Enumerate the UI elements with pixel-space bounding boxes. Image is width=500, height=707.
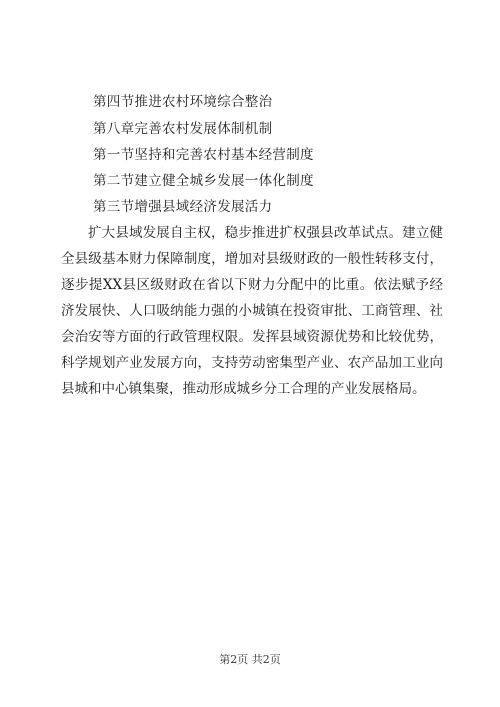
page-number-footer: 第2页 共2页 [219,653,281,666]
paragraph-line: 会治安等方面的行政管理权限。发挥县域资源优势和比较优势， [61,329,443,345]
paragraph-line: 科学规划产业发展方向，支持劳动密集型产业、农产品加工业向 [61,355,443,371]
paragraph-line: 扩大县域发展自主权，稳步推进扩权强县改革试点。建立健 [88,225,443,241]
paragraph-line: 全县级基本财力保障制度，增加对县级财政的一般性转移支付， [61,251,443,267]
section-heading: 第二节建立健全城乡发展一体化制度 [93,173,314,189]
section-heading: 第一节坚持和完善农村基本经营制度 [93,147,314,163]
paragraph-line: 济发展快、人口吸纳能力强的小城镇在投资审批、工商管理、社 [61,303,443,319]
section-heading: 第四节推进农村环境综合整治 [93,94,273,110]
paragraph-line: 逐步提XX县区级财政在省以下财力分配中的比重。依法赋予经 [61,277,443,293]
section-heading: 第三节增强县域经济发展活力 [93,199,273,215]
body-paragraph [61,220,443,402]
chapter-heading: 第八章完善农村发展体制机制 [93,121,273,137]
paragraph-line: 县城和中心镇集聚，推动形成城乡分工合理的产业发展格局。 [61,381,426,397]
